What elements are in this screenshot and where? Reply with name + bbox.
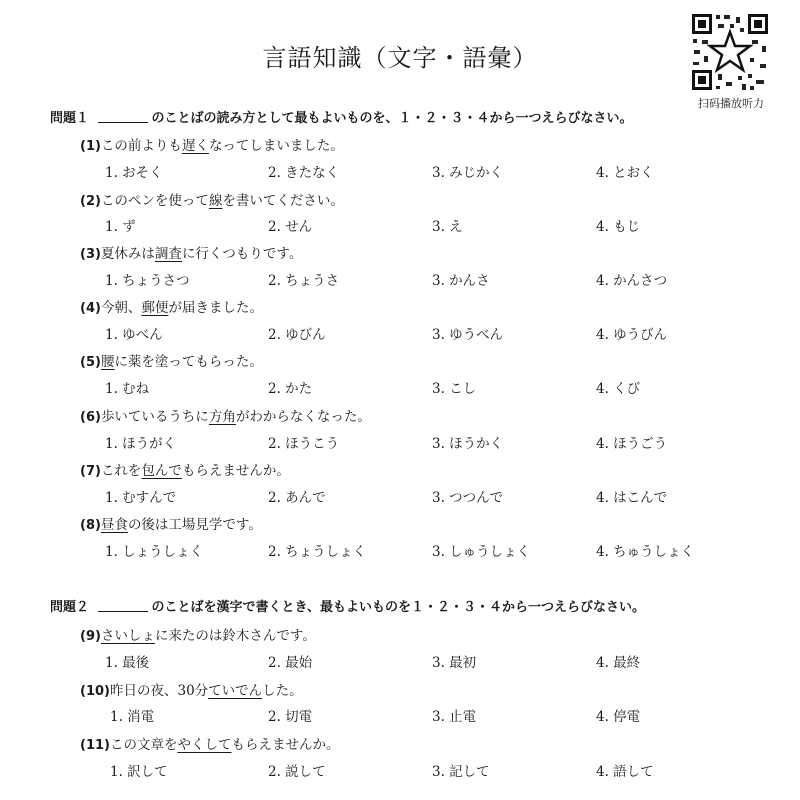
qr-code-icon[interactable]: [690, 12, 770, 92]
option-11-1[interactable]: 1. 訳して: [110, 764, 168, 780]
option-1-3[interactable]: 3. みじかく: [432, 165, 504, 181]
question-11: (11)この文章をやくしてもらえませんか。: [80, 737, 340, 753]
option-6-1[interactable]: 1. ほうがく: [105, 436, 177, 452]
option-2-2[interactable]: 2. せん: [268, 219, 313, 235]
question-7: (7)これを包んでもらえませんか。: [80, 463, 290, 479]
question-3: (3)夏休みは調査に行くつもりです。: [80, 246, 303, 262]
option-8-1[interactable]: 1. しょうしょく: [105, 544, 204, 560]
option-6-3[interactable]: 3. ほうかく: [432, 436, 504, 452]
option-5-2[interactable]: 2. かた: [268, 381, 313, 397]
option-1-4[interactable]: 4. とおく: [596, 165, 654, 181]
option-7-2[interactable]: 2. あんで: [268, 490, 326, 506]
option-11-3[interactable]: 3. 記して: [432, 764, 490, 780]
option-4-1[interactable]: 1. ゆべん: [105, 327, 163, 343]
question-1: (1)この前よりも遅くなってしまいました。: [80, 138, 344, 154]
option-5-3[interactable]: 3. こし: [432, 381, 477, 397]
option-5-4[interactable]: 4. くび: [596, 381, 641, 397]
option-6-4[interactable]: 4. ほうごう: [596, 436, 668, 452]
answer-blank: [98, 611, 148, 612]
option-8-4[interactable]: 4. ちゅうしょく: [596, 544, 695, 560]
option-9-2[interactable]: 2. 最始: [268, 655, 313, 671]
option-11-2[interactable]: 2. 説して: [268, 764, 326, 780]
question-9: (9)さいしょに来たのは鈴木さんです。: [80, 628, 316, 644]
option-4-2[interactable]: 2. ゆびん: [268, 327, 326, 343]
section-label: 問題１: [50, 111, 90, 126]
option-3-2[interactable]: 2. ちょうさ: [268, 273, 340, 289]
option-6-2[interactable]: 2. ほうこう: [268, 436, 340, 452]
option-3-4[interactable]: 4. かんさつ: [596, 273, 668, 289]
option-3-3[interactable]: 3. かんさ: [432, 273, 490, 289]
option-2-1[interactable]: 1. ず: [105, 219, 136, 235]
option-7-1[interactable]: 1. むすんで: [105, 490, 177, 506]
option-2-3[interactable]: 3. え: [432, 219, 463, 235]
option-9-4[interactable]: 4. 最終: [596, 655, 641, 671]
option-4-3[interactable]: 3. ゆうべん: [432, 327, 504, 343]
option-8-3[interactable]: 3. しゅうしょく: [432, 544, 531, 560]
section-1-heading: [50, 107, 633, 126]
section-label: 問題２: [50, 600, 90, 615]
question-2: (2)このペンを使って線を書いてください。: [80, 193, 344, 209]
option-10-3[interactable]: 3. 止電: [432, 709, 477, 725]
option-4-4[interactable]: 4. ゆうびん: [596, 327, 668, 343]
option-11-4[interactable]: 4. 語して: [596, 764, 654, 780]
option-10-1[interactable]: 1. 消電: [110, 709, 155, 725]
section-instruction: のことばを漢字で書くとき、最もよいものを１・２・３・４から一つえらびなさい。: [151, 600, 646, 615]
option-9-1[interactable]: 1. 最後: [105, 655, 150, 671]
option-3-1[interactable]: 1. ちょうさつ: [105, 273, 190, 289]
qr-caption: 扫码播放听力: [698, 97, 764, 110]
question-4: (4)今朝、郵便が届きました。: [80, 300, 263, 316]
option-1-2[interactable]: 2. きたなく: [268, 165, 340, 181]
option-8-2[interactable]: 2. ちょうしょく: [268, 544, 367, 560]
question-8: (8)昼食の後は工場見学です。: [80, 517, 262, 533]
question-6: (6)歩いているうちに方角がわからなくなった。: [80, 409, 371, 425]
option-10-4[interactable]: 4. 停電: [596, 709, 641, 725]
option-9-3[interactable]: 3. 最初: [432, 655, 477, 671]
option-7-3[interactable]: 3. つつんで: [432, 490, 504, 506]
question-10: (10)昨日の夜、30分ていでんした。: [80, 683, 303, 699]
option-10-2[interactable]: 2. 切電: [268, 709, 313, 725]
question-5: (5)腰に薬を塗ってもらった。: [80, 354, 263, 370]
section-2-heading: [50, 596, 645, 615]
answer-blank: [98, 122, 148, 123]
option-1-1[interactable]: 1. おそく: [105, 165, 163, 181]
option-5-1[interactable]: 1. むね: [105, 381, 150, 397]
page-title: 言語知識（文字・語彙）: [262, 44, 538, 72]
section-instruction: のことばの読み方として最もよいものを、１・２・３・４から一つえらびなさい。: [151, 111, 633, 126]
option-2-4[interactable]: 4. もじ: [596, 219, 641, 235]
option-7-4[interactable]: 4. はこんで: [596, 490, 668, 506]
